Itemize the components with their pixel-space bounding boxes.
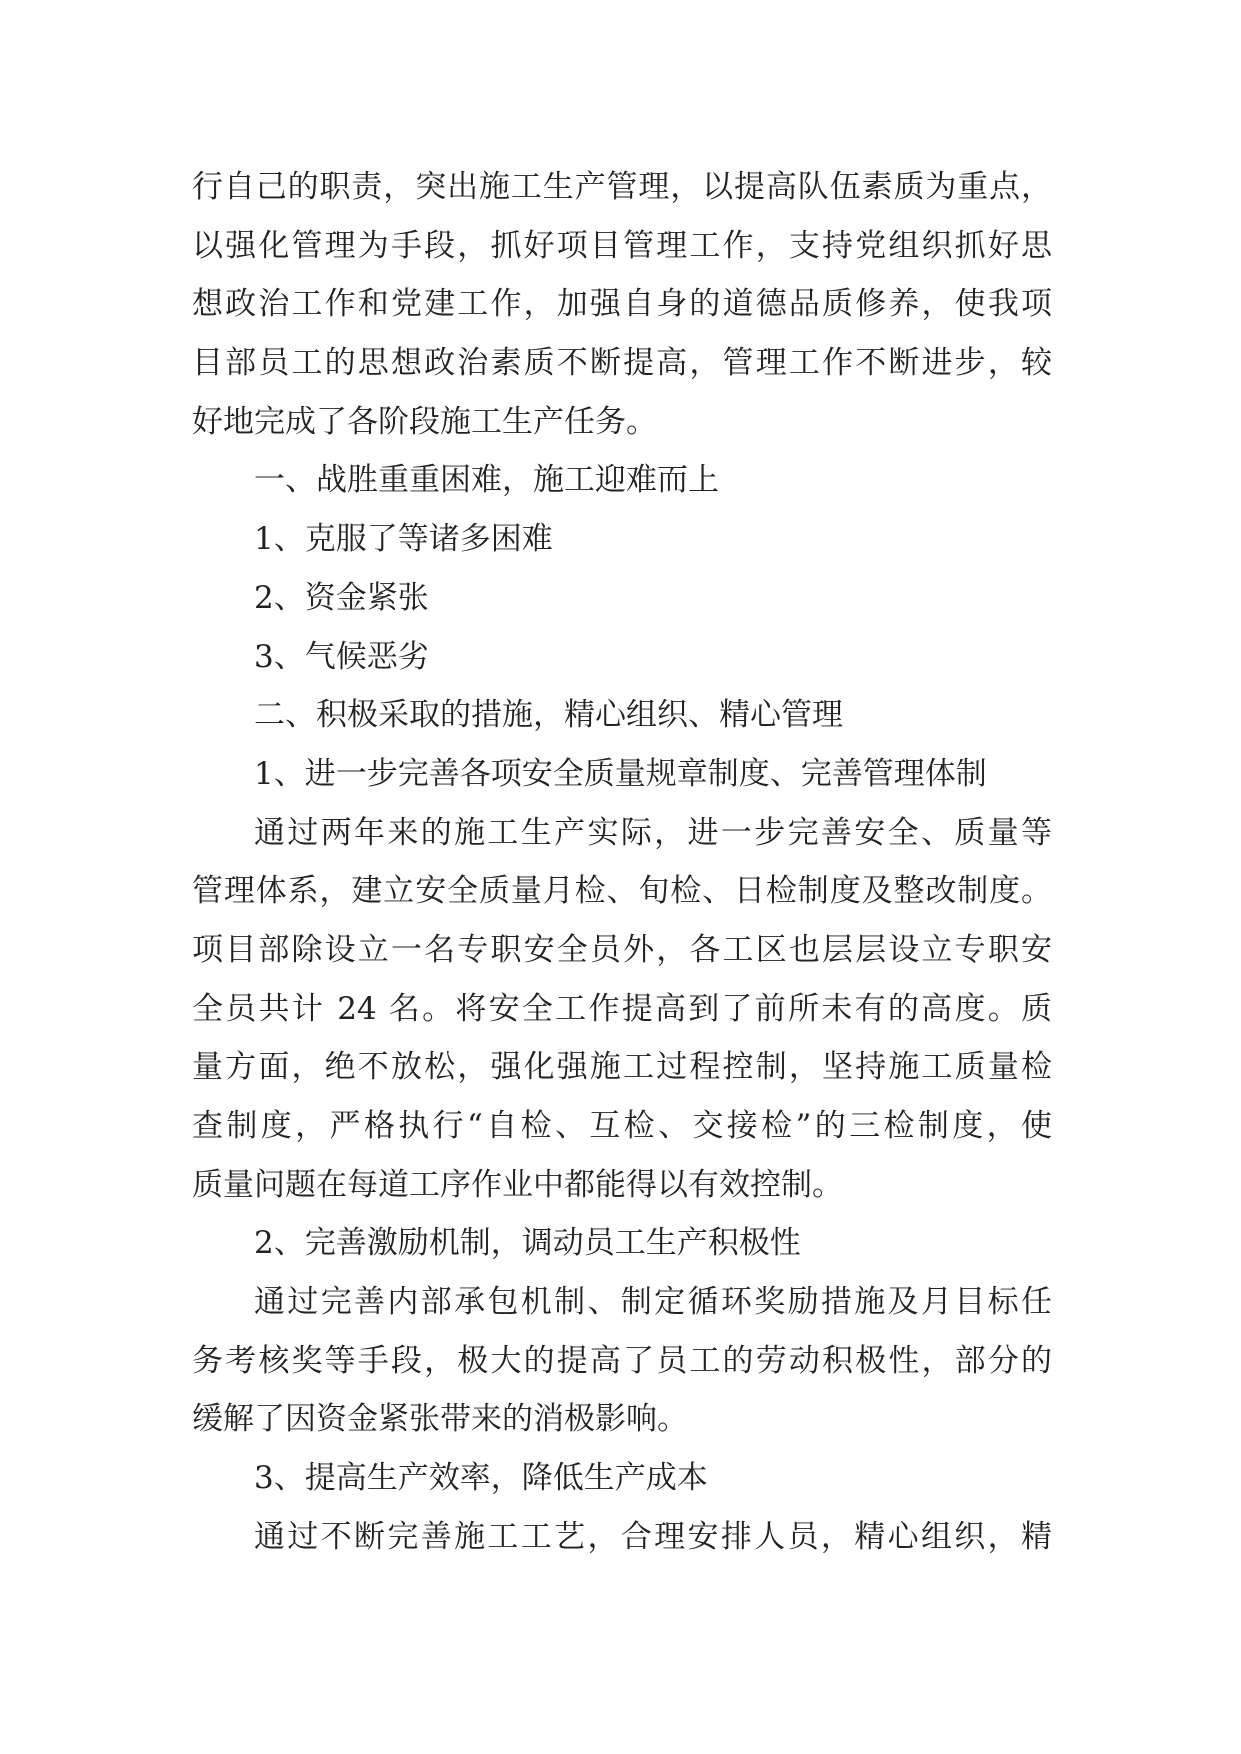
text-line: 务考核奖等手段，极大的提高了员工的劳动积极性，部分的 (192, 1342, 1052, 1379)
text-line: 查制度，严格执行“自检、互检、交接检”的三检制度，使 (192, 1108, 1052, 1144)
document-body (192, 158, 1052, 1567)
text-line: 以强化管理为手段，抓好项目管理工作，支持党组织抓好思 (192, 227, 1052, 264)
list-item: 3、气候恶劣 (254, 638, 429, 675)
text-line: 目部员工的思想政治素质不断提高，管理工作不断进步，较 (192, 345, 1052, 382)
text-line: 项目部除设立一名专职安全员外，各工区也层层设立专职安 (192, 931, 1052, 968)
text-line: 通过两年来的施工生产实际，进一步完善安全、质量等 (254, 814, 1052, 851)
subsection-heading: 3、提高生产效率，降低生产成本 (254, 1460, 708, 1497)
text-line: 通过完善内部承包机制、制定循环奖励措施及月目标任 (254, 1284, 1052, 1321)
list-item: 2、资金紧张 (254, 579, 429, 616)
section-heading: 二、积极采取的措施，精心组织、精心管理 (254, 697, 843, 734)
subsection-heading: 2、完善激励机制，调动员工生产积极性 (254, 1225, 801, 1262)
text-line: 质量问题在每道工序作业中都能得以有效控制。 (192, 1166, 843, 1203)
list-item: 1、克服了等诸多困难 (254, 521, 553, 558)
text-line: 通过不断完善施工工艺，合理安排人员，精心组织，精 (254, 1518, 1052, 1555)
text-line: 好地完成了各阶段施工生产任务。 (192, 403, 657, 440)
text-line: 行自己的职责，突出施工生产管理，以提高队伍素质为重点， (192, 169, 1052, 205)
subsection-heading: 1、进一步完善各项安全质量规章制度、完善管理体制 (254, 755, 987, 792)
text-line: 量方面，绝不放松，强化强施工过程控制，坚持施工质量检 (192, 1049, 1052, 1086)
section-heading: 一、战胜重重困难，施工迎难而上 (254, 462, 719, 499)
text-line: 管理体系，建立安全质量月检、旬检、日检制度及整改制度。 (192, 873, 1052, 910)
text-line: 全员共计 24 名。将安全工作提高到了前所未有的高度。质 (192, 990, 1052, 1027)
text-line: 想政治工作和党建工作，加强自身的道德品质修养，使我项 (192, 286, 1052, 323)
text-line: 缓解了因资金紧张带来的消极影响。 (192, 1401, 688, 1438)
